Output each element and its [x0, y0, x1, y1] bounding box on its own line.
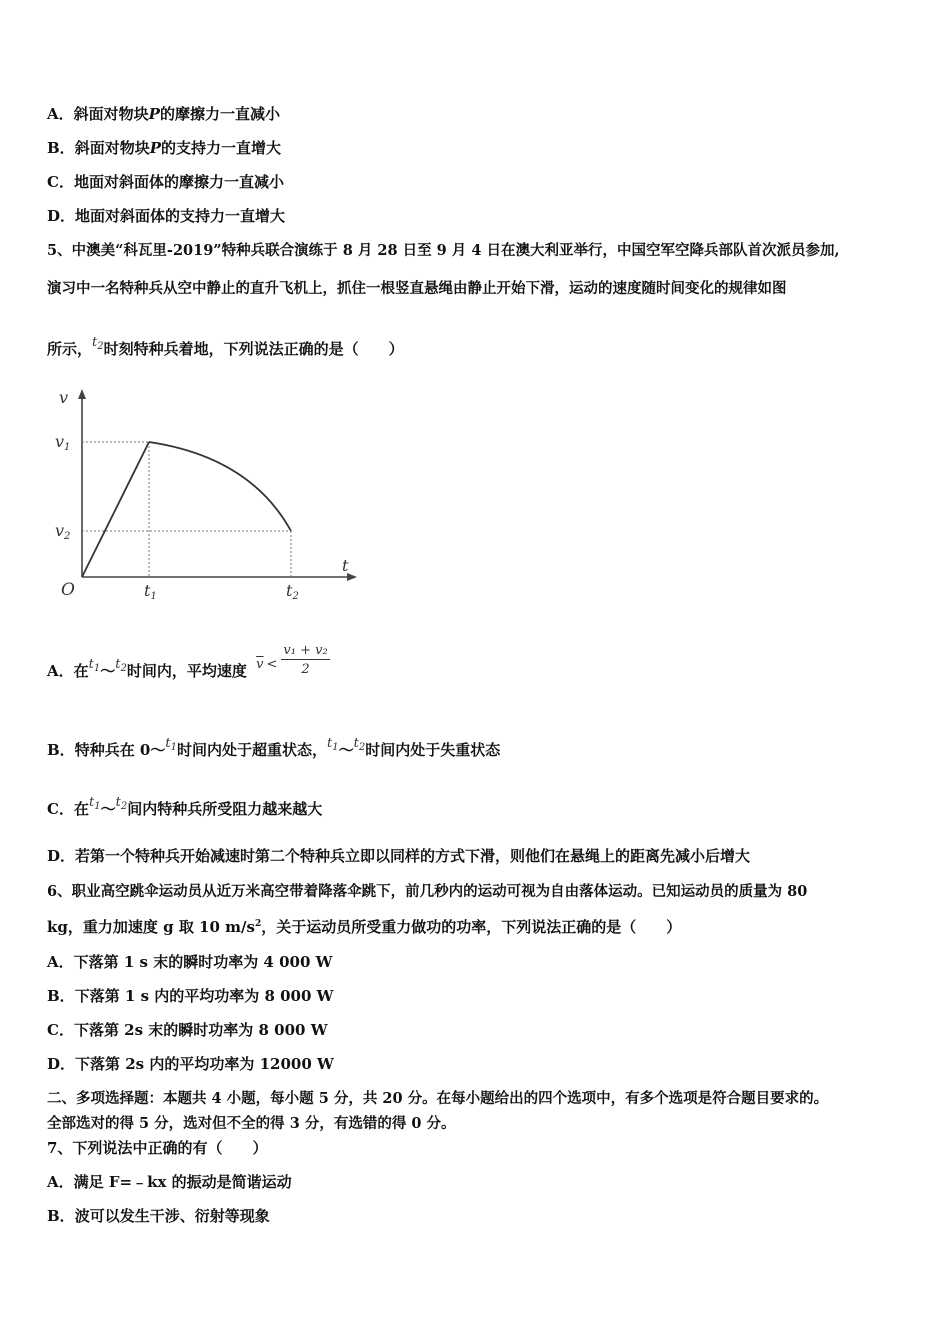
- q5-option-c: C．在$t_1\sim t_2$间内特种兵所受阻力越来越大: [47, 795, 323, 818]
- q5-option-b: B．特种兵在 $0\sim t_1$时间内处于超重状态，$t_1\sim t_2$时间内处于失重状态: [47, 736, 501, 759]
- q4-option-d: D．地面对斜面体的支持力一直增大: [47, 207, 286, 225]
- q4-option-c: C．地面对斜面体的摩擦力一直减小: [47, 173, 284, 191]
- y-axis-arrow: [78, 389, 86, 399]
- q7-option-b: B．波可以发生干涉、衍射等现象: [47, 1207, 270, 1225]
- v2-label: v2: [55, 521, 71, 542]
- q7-stem: 7、下列说法中正确的有（ ）: [47, 1139, 268, 1157]
- t2-label: t2: [286, 581, 299, 602]
- q5-stem-line3: 所示，$t_2$时刻特种兵着地，下列说法正确的是（ ）: [47, 335, 404, 358]
- x-axis-arrow: [347, 573, 357, 581]
- q6-option-a: A．下落第 1 s 末的瞬时功率为 4 000 W: [47, 953, 333, 971]
- deceleration-curve: [149, 442, 291, 531]
- q6-option-d: D．下落第 2s 内的平均功率为 12000 W: [47, 1055, 334, 1073]
- origin-label: O: [61, 580, 75, 600]
- q7-option-a: A．满足 F=﹣kx 的振动是简谐运动: [47, 1173, 292, 1191]
- t2-symbol: $t_2$: [92, 335, 104, 352]
- section2-instructions-line2: 全部选对的得 5 分，选对但不全的得 3 分，有选错的得 0 分。: [47, 1115, 456, 1132]
- x-axis-label: t: [342, 556, 349, 575]
- q4-option-b: B．斜面对物块P的支持力一直增大: [47, 139, 281, 157]
- q6-option-b: B．下落第 1 s 内的平均功率为 8 000 W: [47, 987, 334, 1005]
- average-velocity-fraction: $\frac{\text{v₁ + v₂}}{2}$: [283, 643, 328, 677]
- y-axis-label: v: [59, 388, 69, 407]
- q6-option-c: C．下落第 2s 末的瞬时功率为 8 000 W: [47, 1021, 328, 1039]
- q5-stem-line2: 演习中一名特种兵从空中静止的直升飞机上，抓住一根竖直悬绳由静止开始下滑，运动的速度随时间变化的规律如图: [47, 280, 787, 297]
- q5-option-a: A．在$t_1\sim t_2$时间内，平均速度 $\overline{v}$ < $\frac{\text{v₁ + v₂}}{2}$: [47, 643, 328, 680]
- q6-stem-line2: kg，重力加速度 g 取 10 $m/s^2$，关于运动员所受重力做功的功率，下列说法正确的是（ ）: [47, 918, 682, 936]
- velocity-time-graph: [45, 385, 365, 605]
- acceleration-segment: [82, 442, 149, 577]
- v1-label: v1: [55, 432, 71, 453]
- q5-stem-line1: 5、中澳美“科瓦里-2019”特种兵联合演练于 8 月 28 日至 9 月 4 日在澳大利亚举行，中国空军空降兵部队首次派员参加,: [47, 242, 840, 259]
- section2-instructions-line1: 二、多项选择题：本题共 4 小题，每小题 5 分，共 20 分。在每小题给出的四个选项中，有多个选项是符合题目要求的。: [47, 1090, 829, 1107]
- q4-option-a: A．斜面对物块P的摩擦力一直减小: [47, 105, 280, 123]
- t1-label: t1: [144, 581, 157, 602]
- q5-option-d: D．若第一个特种兵开始减速时第二个特种兵立即以同样的方式下滑，则他们在悬绳上的距离先减小后增大: [47, 847, 751, 865]
- q6-stem-line1: 6、职业高空跳伞运动员从近万米高空带着降落伞跳下，前几秒内的运动可视为自由落体运动。已知运动员的质量为 80: [47, 883, 808, 900]
